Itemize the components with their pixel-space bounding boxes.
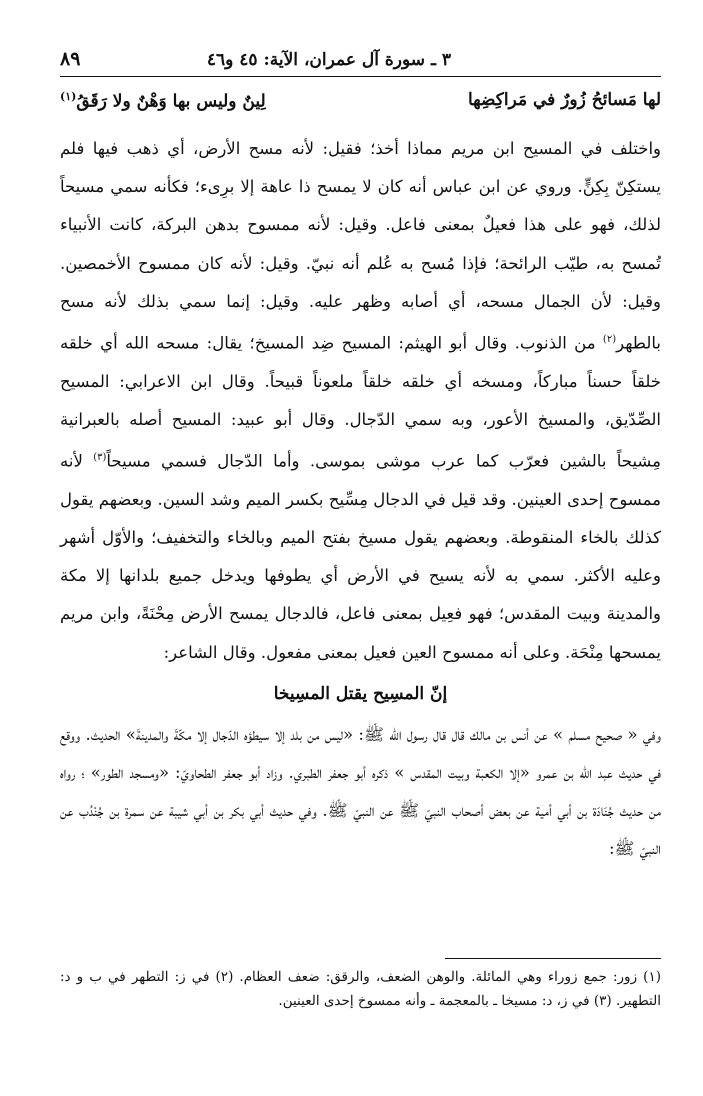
main-text (60, 130, 661, 869)
paragraph-hadith: وفي « صحيح مسلم » عن أنس بن مالك قال قال رسول الله ﷺ: «ليس من بلد إلا سيطؤه الدّجال إلا مكّةَ والمدينةَ» الحديث. ووقع في حديث عبد الله بن عمرو «إلا الكعبة وبيت المقدس » ذكره أبو جعفر الطبري. وزاد أبو جعفر الطحاويّ: «ومسجد الطور» ؛ رواه من حديث جُنَادَة بن أبي أمية عن بعض أصحاب النبيّ ﷺ عن النبيّ ﷺ. وفي حديث أبي بكر بن أبي شيبة عن سمرة بن جُنْدُب عن النبيّ ﷺ: (60, 724, 661, 859)
poet-quote: إنّ المسِيح يقتل المسِيخا (273, 683, 448, 704)
verse-hemistich-second-text: لِينٌ وليس بها وَهْنٌ ولا رَقَقُ (76, 91, 266, 112)
running-title: ٣ ـ سورة آل عمران، الآية: ٤٥ و٤٦ (206, 50, 451, 70)
paragraph-text-1c: لأنه ممسوح إحدى العينين. وقد قيل في الدجال مِسِّيح بكسر الميم وشد السين. وبعضهم يقول كذلك بالخاء المنقوطة. وبعضهم يقول مسيخ بفتح الميم وبالخاء والتخفيف؛ والأوّل أشهر وعليه الأكثر. سمي به لأنه يسيح في الأرض أي يطوفها ويدخل جميع بلدانها إلا مكة والمدينة وبيت المقدس؛ فهو فعِيل بمعنى فاعل، فالدجال يمسح الأرض مِحْنَةً، وابن مريم يمسحها مِنْحَة. وعلى أنه ممسوح العين فعيل بمعنى مفعول. وقال الشاعر: (60, 451, 661, 662)
verse-hemistich-first: لها مَسائحُ زُورٌ في مَراكِضِها (467, 90, 661, 110)
verse-hemistich-second (60, 90, 266, 112)
paragraph-text-1b: من الذنوب. وقال أبو الهيثم: المسيح ضِد المسيخ؛ يقال: مسحه الله أي خلقه خلقاً حسناً مباركاً، ومسخه أي خلقه خلقاً ملعوناً قبيحاً. وقال ابن الاعرابي: المسيح الصِّدّيق، والمسيخ الأعور، وبه سمي الدّجال. وقال أبو عبيد: المسيح أصله بالعبرانية مِشيحاً بالشين فعرّب كما عرب موشى بموسى. وأما الدّجال فسمي مسيحاً (60, 333, 661, 471)
footnote-marker-3: (٣) (93, 452, 107, 464)
page-header (60, 46, 661, 77)
page-number: ٨٩ (60, 48, 81, 70)
footnote-text: (١) زور: جمع زوراء وهي المائلة. والوهن الضعف، والرقق: ضعف العظام. (٢) في ز: التطهر في ب و د: التطهير. (٣) في ز، د: مسيخا ـ بالمعجمة ـ وأنه ممسوخ إحدى العينين. (60, 969, 661, 1009)
footnote-marker-2: (٢) (602, 334, 617, 346)
paragraph-text-1: واختلف في المسيح ابن مريم مماذا أخذ؛ فقيل: لأنه مسح الأرض، أي ذهب فيها فلم يستكِنّ بِكِنٍّ. وروي عن ابن عباس أنه كان لا يمسح ذا عاهة إلا برِىء؛ فكأنه سمي مسيحاً لذلك، فهو على هذا فعيلٌ بمعنى فاعل. وقيل: لأنه ممسوح بدهن البركة، كانت الأنبياء تُمسح به، طيّب الرائحة؛ فإذا مُسح به عُلم أنه نبيّ. وقيل: لأنه كان ممسوح الأخمصين. وقيل: لأن الجمال مسحه، أي أصابه وظهر عليه. وقيل: إنما سمي بذلك لأنه مسح بالطهر (60, 139, 661, 353)
footnote-marker-1: (١) (60, 90, 77, 103)
footnote-divider (445, 958, 661, 959)
footnotes (60, 965, 661, 1013)
paragraph-commentary (60, 130, 661, 672)
poetry-verse (60, 84, 661, 120)
